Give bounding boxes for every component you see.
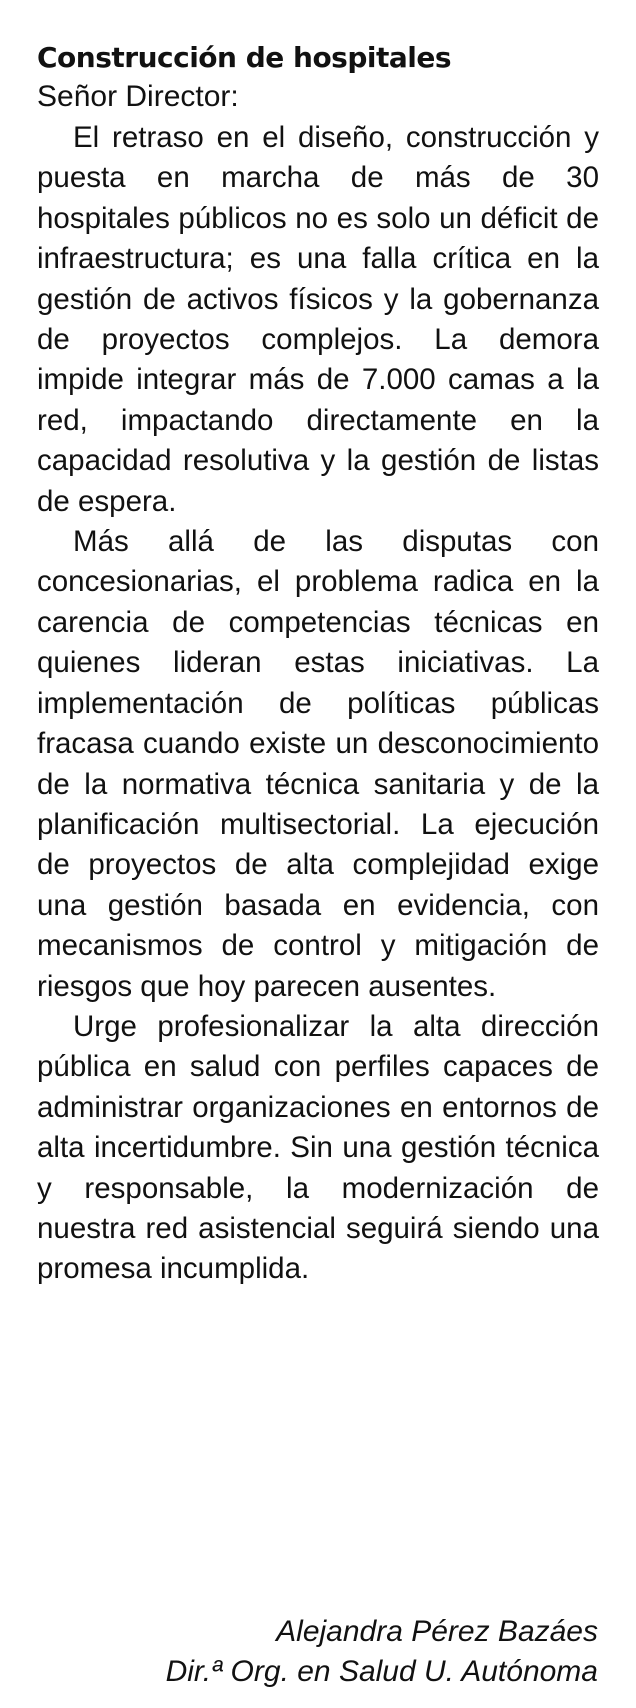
paragraph-3: Urge profesionalizar la alta dirección pública en salud con perfiles capaces de administrar organizaciones en entornos de alta incertidumbre. Sin una gestión técnica y responsable, la modernización de nuestra red asistencial seguirá siendo una promesa incumplida. (37, 1009, 599, 1286)
letter-to-editor (37, 40, 599, 1290)
signature-block (166, 1612, 598, 1692)
signature-role: Dir.ª Org. en Salud U. Autónoma (165, 1655, 598, 1688)
signature-name: Alejandra Pérez Bazáes (276, 1615, 598, 1648)
paragraph-1: El retraso en el diseño, construcción y puesta en marcha de más de 30 hospitales públicos no es solo un déficit de infraestructura; es una falla crítica en la gestión de activos físicos y la gobernanza de proyectos complejos. La demora impide integrar más de 7.000 camas a la red, impactando directamente en la capacidad resolutiva y la gestión de listas de espera. (37, 121, 599, 518)
letter-title: Construcción de hospitales (37, 41, 452, 74)
salutation: Señor Director: (37, 80, 239, 113)
paragraph-2: Más allá de las disputas con concesionarias, el problema radica en la carencia de competencias técnicas en quienes lideran estas iniciativas. La implementación de políticas públicas fracasa cuando existe un desconocimiento de la normativa técnica sanitaria y de la planificación multisectorial. La ejecución de proyectos de alta complejidad exige una gestión basada en evidencia, con mecanismos de control y mitigación de riesgos que hoy parecen ausentes. (37, 525, 599, 1003)
